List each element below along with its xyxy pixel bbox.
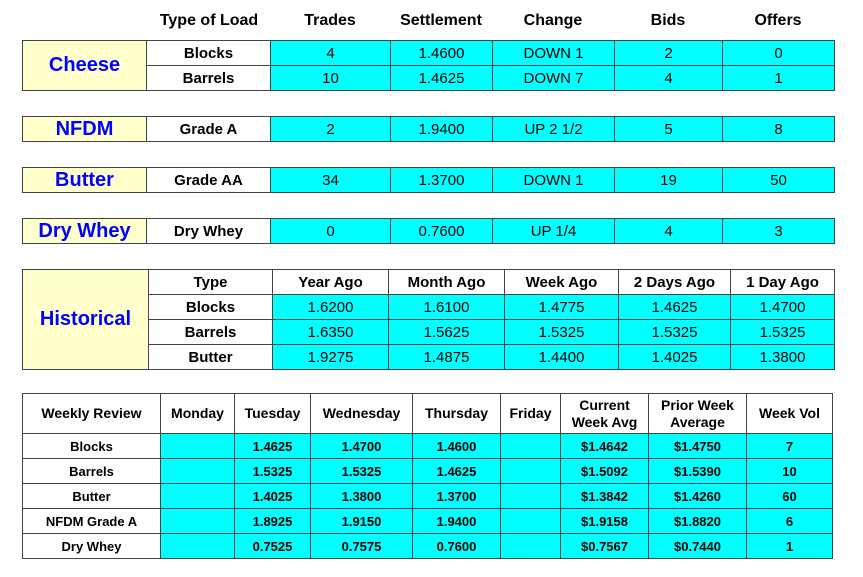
- weekly-header-week-vol: Week Vol: [747, 394, 833, 434]
- weekly-cell: 1.5325: [235, 459, 311, 484]
- cheese-barrels-settlement: 1.4625: [391, 66, 493, 91]
- historical-cell: 1.6100: [389, 295, 505, 320]
- weekly-cell: [501, 484, 561, 509]
- header-settlement: Settlement: [400, 12, 482, 29]
- cheese-label: Cheese: [23, 41, 147, 91]
- historical-header-type: Type: [149, 270, 273, 295]
- weekly-cell: 60: [747, 484, 833, 509]
- weekly-cell: 1.4625: [413, 459, 501, 484]
- weekly-cell: 1.8925: [235, 509, 311, 534]
- weekly-cell: 7: [747, 434, 833, 459]
- whey-offers: 3: [723, 219, 835, 244]
- weekly-row-label: Barrels: [23, 459, 161, 484]
- weekly-cell: 0.7575: [311, 534, 413, 559]
- cheese-blocks-offers: 0: [723, 41, 835, 66]
- weekly-review-table: [22, 393, 833, 559]
- whey-type: Dry Whey: [147, 219, 271, 244]
- historical-cell: 1.4025: [619, 345, 731, 370]
- cheese-barrels-change: DOWN 7: [493, 66, 615, 91]
- weekly-cell: [161, 484, 235, 509]
- historical-row-type: Butter: [149, 345, 273, 370]
- weekly-cell: 1.5325: [311, 459, 413, 484]
- historical-cell: 1.6200: [273, 295, 389, 320]
- butter-change: DOWN 1: [493, 168, 615, 193]
- historical-header-year-ago: Year Ago: [273, 270, 389, 295]
- weekly-header-wednesday: Wednesday: [311, 394, 413, 434]
- cheese-blocks-trades: 4: [271, 41, 391, 66]
- weekly-row-label: NFDM Grade A: [23, 509, 161, 534]
- weekly-cell: 1.4625: [235, 434, 311, 459]
- weekly-cell: 0.7525: [235, 534, 311, 559]
- weekly-cell: $1.3842: [561, 484, 649, 509]
- cheese-table: [22, 40, 835, 91]
- historical-header-1-day-ago: 1 Day Ago: [731, 270, 835, 295]
- weekly-header-friday: Friday: [501, 394, 561, 434]
- nfdm-label: NFDM: [23, 117, 147, 142]
- butter-offers: 50: [723, 168, 835, 193]
- historical-cell: 1.4700: [731, 295, 835, 320]
- cheese-barrels-trades: 10: [271, 66, 391, 91]
- nfdm-trades: 2: [271, 117, 391, 142]
- butter-trades: 34: [271, 168, 391, 193]
- weekly-cell: $0.7440: [649, 534, 747, 559]
- historical-cell: 1.4875: [389, 345, 505, 370]
- historical-cell: 1.4400: [505, 345, 619, 370]
- weekly-cell: $1.9158: [561, 509, 649, 534]
- header-bids: Bids: [650, 12, 686, 29]
- weekly-cell: [161, 434, 235, 459]
- weekly-cell: 1.4025: [235, 484, 311, 509]
- weekly-row-label: Blocks: [23, 434, 161, 459]
- weekly-header-review: Weekly Review: [23, 394, 161, 434]
- weekly-cell: $1.5092: [561, 459, 649, 484]
- whey-settlement: 0.7600: [391, 219, 493, 244]
- whey-trades: 0: [271, 219, 391, 244]
- historical-cell: 1.3800: [731, 345, 835, 370]
- cheese-barrels-bids: 4: [615, 66, 723, 91]
- weekly-cell: $1.5390: [649, 459, 747, 484]
- weekly-header-thursday: Thursday: [413, 394, 501, 434]
- butter-type: Grade AA: [147, 168, 271, 193]
- nfdm-change: UP 2 1/2: [493, 117, 615, 142]
- weekly-cell: [501, 434, 561, 459]
- historical-cell: 1.6350: [273, 320, 389, 345]
- historical-cell: 1.5625: [389, 320, 505, 345]
- whey-label: Dry Whey: [23, 219, 147, 244]
- nfdm-table: [22, 116, 835, 142]
- historical-row-type: Blocks: [149, 295, 273, 320]
- weekly-header-prior-week-average: Prior Week Average: [649, 394, 747, 434]
- historical-cell: 1.4775: [505, 295, 619, 320]
- cheese-barrels-type: Barrels: [147, 66, 271, 91]
- historical-header-month-ago: Month Ago: [389, 270, 505, 295]
- header-change: Change: [523, 12, 583, 29]
- weekly-cell: [501, 459, 561, 484]
- historical-cell: 1.5325: [619, 320, 731, 345]
- nfdm-offers: 8: [723, 117, 835, 142]
- weekly-cell: 10: [747, 459, 833, 484]
- weekly-cell: [501, 509, 561, 534]
- weekly-cell: 1.4600: [413, 434, 501, 459]
- whey-change: UP 1/4: [493, 219, 615, 244]
- weekly-header-monday: Monday: [161, 394, 235, 434]
- whey-bids: 4: [615, 219, 723, 244]
- historical-header-week-ago: Week Ago: [505, 270, 619, 295]
- weekly-cell: 0.7600: [413, 534, 501, 559]
- cheese-blocks-change: DOWN 1: [493, 41, 615, 66]
- weekly-cell: 1.9150: [311, 509, 413, 534]
- weekly-cell: [501, 534, 561, 559]
- historical-header-2-days-ago: 2 Days Ago: [619, 270, 731, 295]
- weekly-cell: 1: [747, 534, 833, 559]
- weekly-cell: [161, 509, 235, 534]
- nfdm-settlement: 1.9400: [391, 117, 493, 142]
- weekly-cell: 1.3700: [413, 484, 501, 509]
- historical-cell: 1.5325: [505, 320, 619, 345]
- weekly-cell: 6: [747, 509, 833, 534]
- weekly-cell: $1.4642: [561, 434, 649, 459]
- weekly-row-label: Butter: [23, 484, 161, 509]
- weekly-cell: $1.4260: [649, 484, 747, 509]
- weekly-row-label: Dry Whey: [23, 534, 161, 559]
- header-offers: Offers: [754, 12, 802, 29]
- weekly-cell: $1.4750: [649, 434, 747, 459]
- nfdm-type: Grade A: [147, 117, 271, 142]
- historical-row-type: Barrels: [149, 320, 273, 345]
- header-trades: Trades: [304, 12, 356, 29]
- weekly-cell: $0.7567: [561, 534, 649, 559]
- butter-label: Butter: [23, 168, 147, 193]
- historical-cell: 1.4625: [619, 295, 731, 320]
- butter-bids: 19: [615, 168, 723, 193]
- weekly-cell: 1.3800: [311, 484, 413, 509]
- cheese-blocks-bids: 2: [615, 41, 723, 66]
- weekly-cell: [161, 459, 235, 484]
- historical-table: [22, 269, 835, 370]
- historical-label: Historical: [23, 270, 149, 370]
- cheese-barrels-offers: 1: [723, 66, 835, 91]
- weekly-cell: 1.4700: [311, 434, 413, 459]
- header-type-of-load: Type of Load: [159, 12, 259, 29]
- nfdm-bids: 5: [615, 117, 723, 142]
- whey-table: [22, 218, 835, 244]
- weekly-header-tuesday: Tuesday: [235, 394, 311, 434]
- cheese-blocks-settlement: 1.4600: [391, 41, 493, 66]
- weekly-cell: $1.8820: [649, 509, 747, 534]
- weekly-cell: 1.9400: [413, 509, 501, 534]
- weekly-cell: [161, 534, 235, 559]
- butter-table: [22, 167, 835, 193]
- butter-settlement: 1.3700: [391, 168, 493, 193]
- cheese-blocks-type: Blocks: [147, 41, 271, 66]
- weekly-header-current-week-avg: Current Week Avg: [561, 394, 649, 434]
- historical-cell: 1.9275: [273, 345, 389, 370]
- historical-cell: 1.5325: [731, 320, 835, 345]
